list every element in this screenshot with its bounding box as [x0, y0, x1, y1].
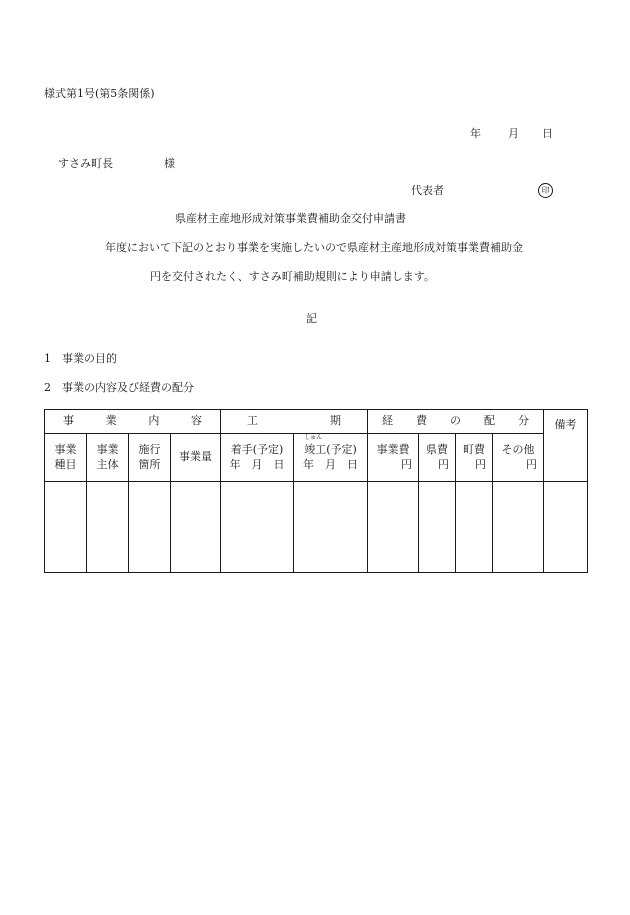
table-row: [45, 482, 588, 573]
header-other-cost: その他 円: [493, 434, 544, 482]
section-2-heading: 2 事業の内容及び経費の配分: [44, 381, 194, 394]
header-period-group: 工 期: [221, 410, 368, 434]
addressee-name: すさみ町長: [58, 157, 113, 170]
table-cell: [87, 482, 129, 573]
table-cell: [368, 482, 419, 573]
seal-mark: 印: [538, 183, 553, 198]
table-cell: [45, 482, 87, 573]
header-project-amount: 事業量: [171, 434, 221, 482]
header-cost-group: 経 費 の 配 分: [368, 410, 544, 434]
header-construction-site: 施行 箇所: [129, 434, 171, 482]
header-content-group: 事 業 内 容: [45, 410, 221, 434]
header-start-date: 着手(予定) 年 月 日: [221, 434, 294, 482]
table-cell: [129, 482, 171, 573]
table-cell: [493, 482, 544, 573]
date-month-label: 月: [508, 127, 519, 140]
ki-heading: 記: [306, 312, 317, 325]
form-number: 様式第1号(第5条関係): [44, 87, 155, 100]
representative-label: 代表者: [411, 184, 444, 197]
header-prefecture-cost: 県費 円: [419, 434, 456, 482]
header-completion-date: しゅん 竣工(予定) 年 月 日: [294, 434, 368, 482]
date-day-label: 日: [542, 127, 553, 140]
table-cell: [419, 482, 456, 573]
section-1-heading: 1 事業の目的: [44, 352, 117, 365]
body-line-1: 年度において下記のとおり事業を実施したいので県産材主産地形成対策事業費補助金: [105, 241, 523, 254]
header-project-type: 事業 種目: [45, 434, 87, 482]
ruby-shun: しゅん: [304, 433, 323, 441]
table-cell: [544, 482, 588, 573]
table-cell: [294, 482, 368, 573]
addressee-honorific: 様: [164, 157, 175, 170]
table-cell: [456, 482, 493, 573]
header-town-cost: 町費 円: [456, 434, 493, 482]
allocation-table: [44, 409, 588, 573]
table-cell: [171, 482, 221, 573]
table-cell: [221, 482, 294, 573]
header-project-entity: 事業 主体: [87, 434, 129, 482]
date-year-label: 年: [470, 127, 481, 140]
document-title: 県産材主産地形成対策事業費補助金交付申請書: [175, 212, 406, 225]
header-remarks: 備考: [544, 410, 588, 482]
header-project-cost: 事業費 円: [368, 434, 419, 482]
body-line-2: 円を交付されたく、すさみ町補助規則により申請します。: [150, 270, 435, 283]
